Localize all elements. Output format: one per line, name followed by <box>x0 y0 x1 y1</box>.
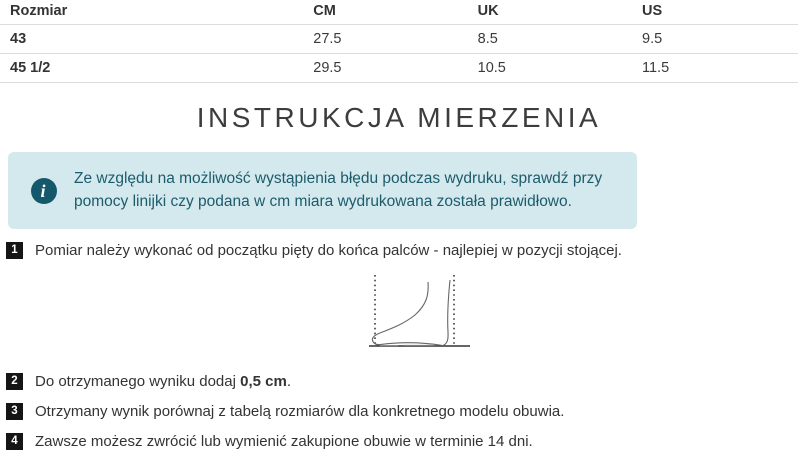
table-row <box>0 54 798 83</box>
foot-measurement-diagram <box>6 272 788 361</box>
us-cell: 11.5 <box>632 54 798 83</box>
measurement-steps <box>0 242 798 451</box>
step-number-badge: 3 <box>6 403 23 420</box>
step-text: Otrzymany wynik porównaj z tabelą rozmiarów dla konkretnego modelu obuwia. <box>35 403 565 421</box>
uk-cell: 8.5 <box>468 25 632 54</box>
foot-heel-outline <box>444 280 451 345</box>
step-text-prefix: Do otrzymanego wyniku dodaj <box>35 373 241 391</box>
column-header-cm: CM <box>303 0 467 25</box>
column-header-us: US <box>632 0 798 25</box>
step-number-badge: 1 <box>6 242 23 259</box>
step-text: Pomiar należy wykonać od początku pięty do końca palców - najlepiej w pozycji stojącej. <box>35 242 622 260</box>
table-row <box>0 25 798 54</box>
step-number-badge: 4 <box>6 433 23 450</box>
infobox-text: Ze względu na możliwość wystąpienia błędu podczas wydruku, sprawdź przy pomocy linijki czy podana w cm miara wydrukowana została prawidłowo. <box>74 170 603 210</box>
size-table-header-row <box>0 0 798 25</box>
print-warning-infobox <box>8 152 637 229</box>
us-cell: 9.5 <box>632 25 798 54</box>
step-2 <box>6 373 788 391</box>
cm-cell: 27.5 <box>303 25 467 54</box>
foot-top-outline <box>372 282 428 345</box>
step-3 <box>6 403 788 421</box>
step-number-badge: 2 <box>6 373 23 390</box>
cm-cell: 29.5 <box>303 54 467 83</box>
column-header-uk: UK <box>468 0 632 25</box>
column-header-rozmiar: Rozmiar <box>0 0 303 25</box>
page-title: INSTRUKCJA MIERZENIA <box>196 102 602 133</box>
step-text-suffix: . <box>286 373 291 391</box>
step-text <box>35 373 291 391</box>
uk-cell: 10.5 <box>468 54 632 83</box>
size-cell: 45 1/2 <box>0 54 303 83</box>
info-icon: i <box>31 178 57 204</box>
step-text: Zawsze możesz zwrócić lub wymienić zakupione obuwie w terminie 14 dni. <box>35 433 533 451</box>
step-4 <box>6 433 788 451</box>
step-text-bold: 0,5 cm <box>240 373 287 391</box>
foot-side-profile-drawing <box>342 272 480 356</box>
size-cell: 43 <box>0 25 303 54</box>
size-table <box>0 0 798 83</box>
step-1 <box>6 242 788 260</box>
